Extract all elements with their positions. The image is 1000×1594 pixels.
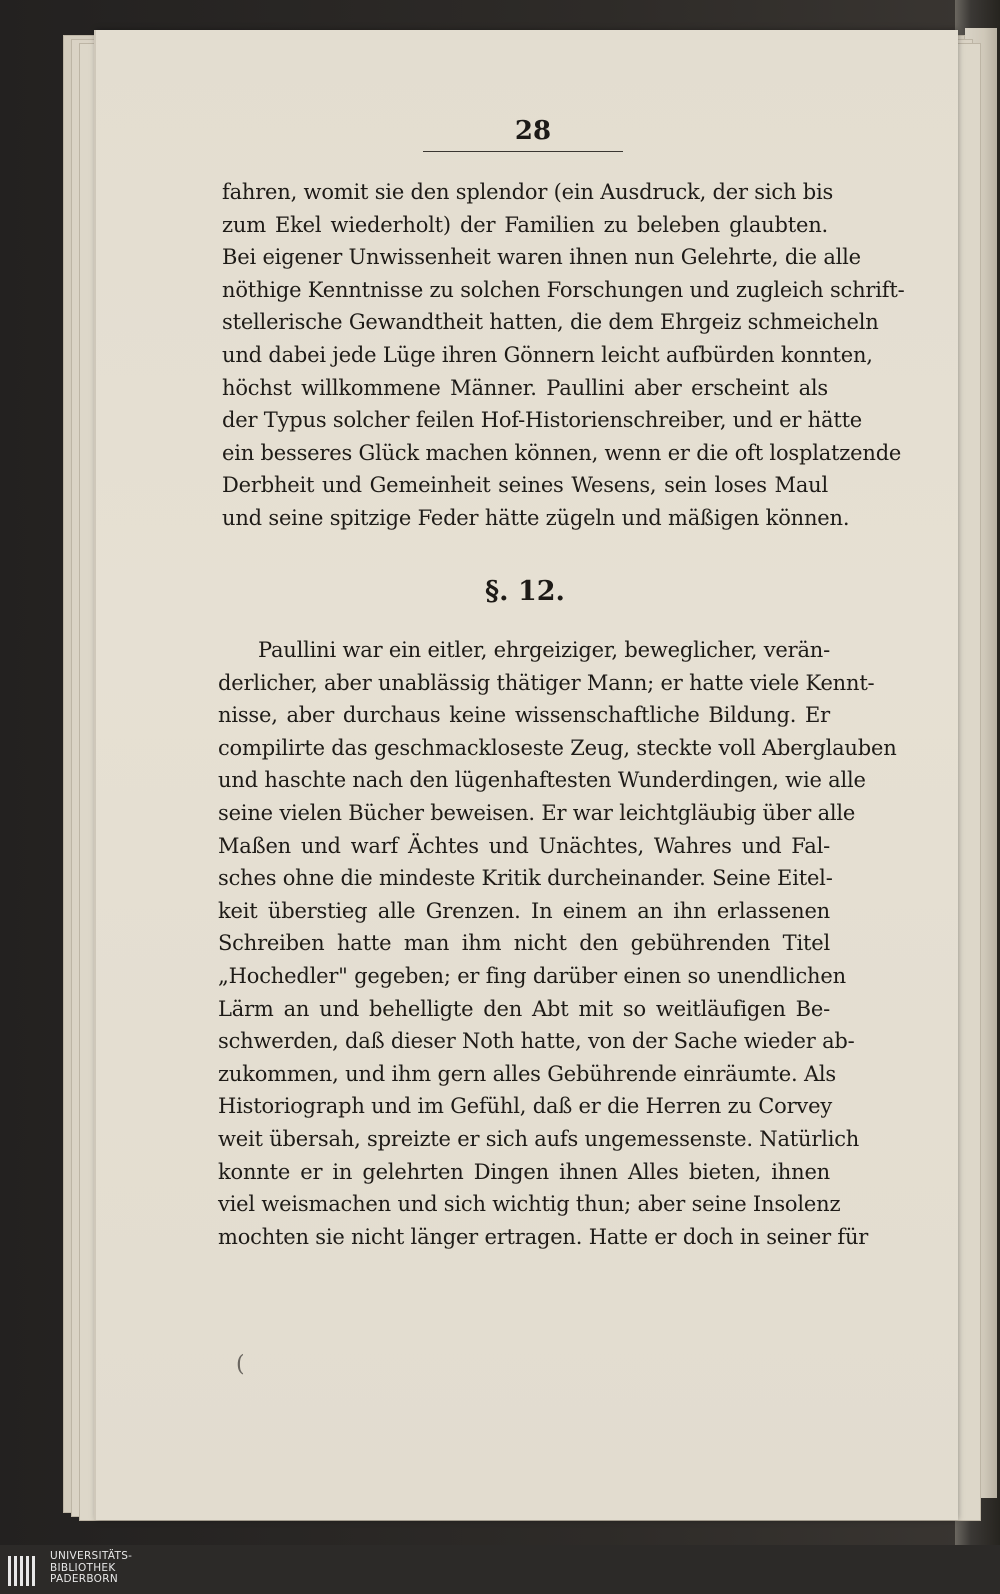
text-line: Maßen und warf Ächtes und Unächtes, Wahres und Fal- <box>218 833 830 858</box>
text-line: Lärm an und behelligte den Abt mit so weitläufigen Be- <box>218 996 830 1021</box>
text-line: und dabei jede Lüge ihren Gönnern leicht aufbürden konnten, <box>222 342 873 367</box>
margin-mark: ( <box>236 1352 245 1377</box>
text-line: der Typus solcher feilen Hof-Historienschreiber, und er hätte <box>222 408 863 433</box>
text-line: seine vielen Bücher beweisen. Er war leichtgläubig über alle <box>218 800 856 825</box>
text-line: ein besseres Glück machen können, wenn er die oft losplatzende <box>222 440 902 465</box>
text-line: und haschte nach den lügenhaftesten Wunderdingen, wie alle <box>218 768 866 793</box>
footer-bar <box>0 1545 1000 1594</box>
text-line: weit übersah, spreizte er sich aufs ungemessenste. Natürlich <box>218 1126 860 1151</box>
text-line: Bei eigener Unwissenheit waren ihnen nun Gelehrte, die alle <box>222 245 861 270</box>
header-rule <box>423 151 623 152</box>
logo-line: PADERBORN <box>50 1573 118 1585</box>
text-line: Derbheit und Gemeinheit seines Wesens, sein loses Maul <box>222 473 828 498</box>
text-line: konnte er in gelehrten Dingen ihnen Alles bieten, ihnen <box>218 1159 830 1184</box>
text-line: höchst willkommene Männer. Paullini aber erscheint als <box>222 375 828 400</box>
text-line: keit überstieg alle Grenzen. In einem an ihn erlassenen <box>218 898 830 923</box>
text-line: mochten sie nicht länger ertragen. Hatte er doch in seiner für <box>218 1224 869 1249</box>
text-line: compilirte das geschmackloseste Zeug, steckte voll Aberglauben <box>218 735 897 760</box>
text-line: zum Ekel wiederholt) der Familien zu beleben glaubten. <box>222 212 828 237</box>
text-line: „Hochedler" gegeben; er fing darüber einen so unendlichen <box>218 963 846 988</box>
library-logo-text <box>50 1551 132 1586</box>
logo-line: BIBLIOTHEK <box>50 1561 116 1574</box>
text-line: schwerden, daß dieser Noth hatte, von der Sache wieder ab- <box>218 1029 855 1054</box>
text-line: Paullini war ein eitler, ehrgeiziger, beweglicher, verän- <box>258 638 830 662</box>
text-line: Historiograph und im Gefühl, daß er die Herren zu Corvey <box>218 1094 832 1119</box>
text-line: zukommen, und ihm gern alles Gebührende einräumte. Als <box>218 1061 837 1086</box>
text-line: Schreiben hatte man ihm nicht den gebührenden Titel <box>218 931 830 956</box>
page-number: 28 <box>514 116 552 146</box>
logo-line: UNIVERSITÄTS- <box>50 1550 133 1562</box>
text-line: sches ohne die mindeste Kritik durcheinander. Seine Eitel- <box>218 866 833 891</box>
text-line: nisse, aber durchaus keine wissenschaftliche Bildung. Er <box>218 703 830 728</box>
text-line: stellerische Gewandtheit hatten, die dem Ehrgeiz schmeicheln <box>222 310 879 335</box>
text-line: derlicher, aber unablässig thätiger Mann; er hatte viele Kennt- <box>218 670 875 695</box>
text-line: nöthige Kenntnisse zu solchen Forschungen und zugleich schrift- <box>222 277 905 302</box>
text-line: viel weismachen und sich wichtig thun; aber seine Insolenz <box>218 1192 841 1217</box>
paragraph-1 <box>222 176 905 535</box>
paragraph-2 <box>218 634 897 1253</box>
text-line: und seine spitzige Feder hätte zügeln und mäßigen können. <box>222 505 850 530</box>
text-line: fahren, womit sie den splendor (ein Ausdruck, der sich bis <box>222 180 834 204</box>
section-heading: §. 12. <box>485 576 565 607</box>
library-logo-icon <box>6 1554 36 1588</box>
